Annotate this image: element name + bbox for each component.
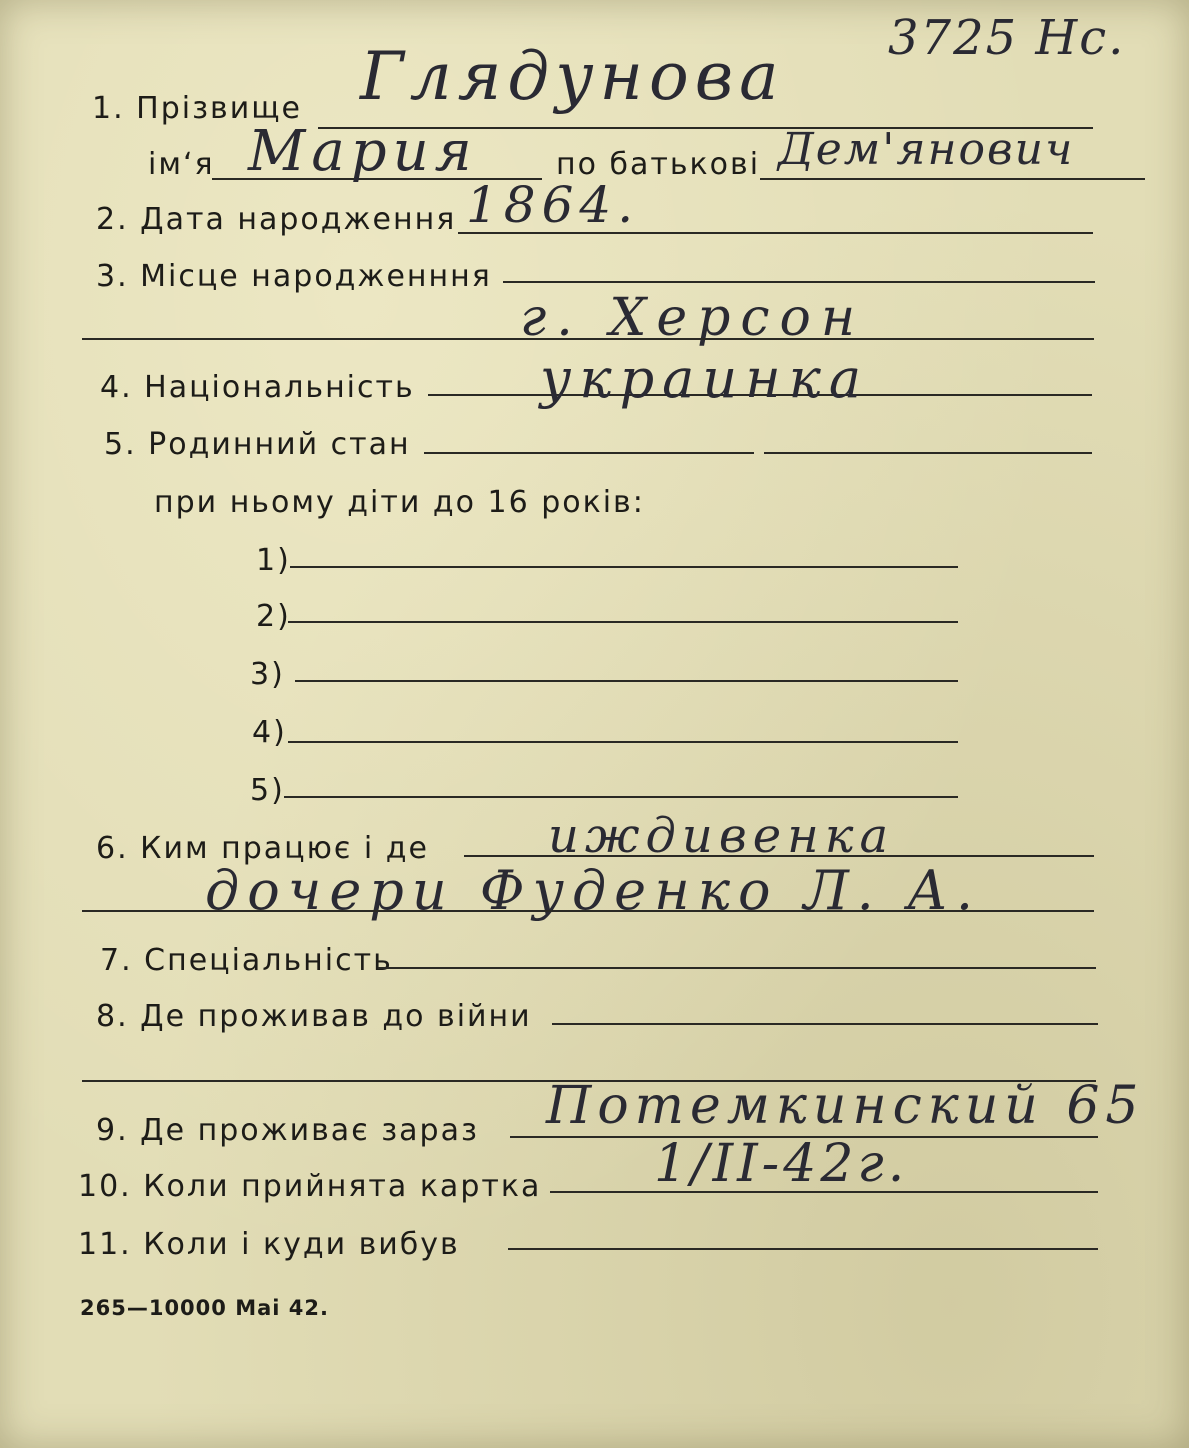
child-row-4-line xyxy=(288,741,958,743)
surname-handwriting: Глядунова xyxy=(360,38,785,115)
print-code: 265—10000 Mai 42. xyxy=(80,1296,329,1320)
marital-status-line-a xyxy=(424,452,754,454)
prewar-residence-line xyxy=(552,1023,1098,1025)
nationality-handwriting: украинка xyxy=(540,347,870,410)
prewar-residence-label: 8. Де проживав до війни xyxy=(96,999,532,1034)
nationality-label: 4. Національність xyxy=(100,370,415,405)
child-row-1-line xyxy=(290,566,958,568)
specialty-line xyxy=(378,967,1096,969)
birth-place-line-2 xyxy=(82,338,1094,340)
child-row-5-label: 5) xyxy=(250,773,285,808)
birth-place-handwriting: г. Херсон xyxy=(520,288,866,348)
work-handwriting-line2: дочери Фуденко Л. А. xyxy=(205,859,982,922)
card-number-handwriting: 3725 Нс. xyxy=(888,10,1126,66)
departure-label: 11. Коли і куди вибув xyxy=(78,1227,460,1262)
current-address-handwriting: Потемкинский 65 xyxy=(546,1076,1145,1136)
work-handwriting-line1: иждивенка xyxy=(548,808,895,864)
child-row-2-line xyxy=(288,621,958,623)
surname-label: 1. Прізвище xyxy=(92,91,302,126)
specialty-label: 7. Спеціальність xyxy=(100,943,393,978)
child-row-3-label: 3) xyxy=(250,657,285,692)
children-label: при ньому діти до 16 років: xyxy=(154,485,645,520)
current-residence-label: 9. Де проживає зараз xyxy=(96,1113,479,1148)
patronymic-line xyxy=(760,178,1145,180)
birth-date-label: 2. Дата народження xyxy=(96,202,457,237)
patronymic-handwriting: Дем'янович xyxy=(778,124,1075,175)
birth-year-handwriting: 1864. xyxy=(466,176,640,234)
birth-place-label: 3. Місце народженння xyxy=(96,259,492,294)
child-row-1-label: 1) xyxy=(256,543,291,578)
name-label: ім‘я xyxy=(148,147,215,182)
name-handwriting: Мария xyxy=(248,119,478,184)
child-row-4-label: 4) xyxy=(252,715,287,750)
marital-status-label: 5. Родинний стан xyxy=(104,427,411,462)
departure-line xyxy=(508,1248,1098,1250)
marital-status-line-b xyxy=(764,452,1092,454)
child-row-3-line xyxy=(295,680,958,682)
birth-place-line xyxy=(503,281,1095,283)
patronymic-label: по батькові xyxy=(556,147,761,182)
work-line-2 xyxy=(82,910,1094,912)
child-row-5-line xyxy=(284,796,958,798)
accepted-date-handwriting: 1/II-42г. xyxy=(654,1134,909,1194)
child-row-2-label: 2) xyxy=(256,599,291,634)
card-accepted-label: 10. Коли прийнята картка xyxy=(78,1169,542,1204)
work-label: 6. Ким працює і де xyxy=(96,831,429,866)
